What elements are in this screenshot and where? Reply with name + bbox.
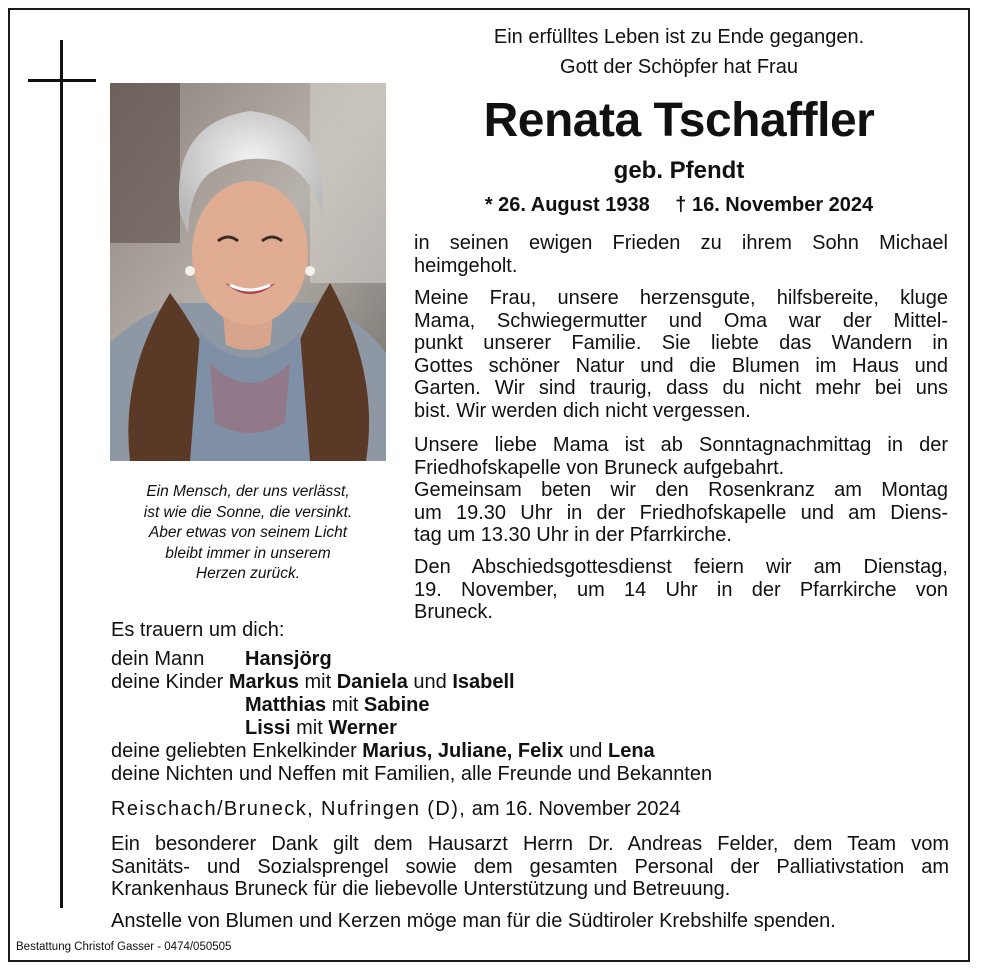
partner-name: Sabine <box>363 694 430 716</box>
date: am 16. November 2024 <box>471 798 681 820</box>
intro-line-2: Gott der Schöpfer hat Frau <box>560 56 798 78</box>
mourner-children <box>111 671 515 694</box>
partner-name: Isabell <box>452 671 515 693</box>
mourner-grandchildren <box>111 740 655 763</box>
cross-icon <box>60 40 63 908</box>
birth-name: geb. Pfendt <box>613 157 745 184</box>
undertaker-credit: Bestattung Christof Gasser - 0474/050505 <box>16 941 232 953</box>
quote-line: bleibt immer in unserem <box>165 544 331 562</box>
place-date <box>111 798 681 821</box>
connector-text: mit <box>304 671 332 693</box>
partner-name: Daniela <box>336 671 408 693</box>
text-line: um 19.30 Uhr in der Friedhofskapelle und am Diens- <box>414 501 948 524</box>
birth-date: * 26. August 1938 <box>484 194 650 216</box>
child-name: Lissi <box>245 717 291 739</box>
grandchild-name: Lena <box>607 740 655 762</box>
mourner-husband <box>111 648 204 671</box>
deceased-name: Renata Tschaffler <box>483 94 875 147</box>
portrait-photo <box>110 83 386 461</box>
connector-text: mit <box>296 717 323 739</box>
connector-text: und <box>413 671 447 693</box>
connector-text: mit <box>331 694 359 716</box>
paragraph-4 <box>414 556 948 624</box>
text-line: Gemeinsam beten wir den Rosenkranz am Montag <box>414 479 948 502</box>
text-line: Den Abschiedsgottesdienst feiern wir am Dienstag, <box>414 556 948 578</box>
quote-line: ist wie die Sonne, die versinkt. <box>143 503 353 521</box>
quote-line: Herzen zurück. <box>195 565 301 582</box>
text-line: Mama, Schwiegermutter und Oma war der Mittel- <box>414 309 948 332</box>
donation-note: Anstelle von Blumen und Kerzen möge man für die Südtiroler Krebshilfe spenden. <box>111 910 836 932</box>
husband-label: dein Mann <box>111 648 205 670</box>
mourner-child-3 <box>245 717 397 740</box>
text-line: Gottes schöner Natur und die Blumen im Haus und <box>414 354 948 377</box>
text-line: bist. Wir werden dich nicht vergessen. <box>414 399 751 422</box>
husband-name: Hansjörg <box>245 648 332 670</box>
death-date: † 16. November 2024 <box>675 194 874 216</box>
quote-line: Aber etwas von seinem Licht <box>148 524 348 541</box>
acknowledgement <box>111 833 949 901</box>
text-line: tag um 13.30 Uhr in der Pfarrkirche. <box>414 524 732 547</box>
children-label: deine Kinder <box>111 671 224 693</box>
text-line: Sanitäts- und Sozialsprengel sowie dem gesamten Personal der Palliativstation am <box>111 855 949 878</box>
paragraph-2 <box>414 287 948 423</box>
intro-line-1: Ein erfülltes Leben ist zu Ende gegangen. <box>493 26 865 48</box>
text-line: heimgeholt. <box>414 254 518 277</box>
memorial-quote <box>110 482 386 585</box>
husband-name-row <box>245 648 332 671</box>
cross-bar <box>28 79 96 82</box>
text-line: in seinen ewigen Frieden zu ihrem Sohn Michael <box>414 232 948 254</box>
paragraph-3 <box>414 434 948 547</box>
grandchildren-names: Marius, Juliane, Felix <box>362 740 564 762</box>
grandchildren-label: deine geliebten Enkelkinder <box>111 740 357 762</box>
text-line: Krankenhaus Bruneck für die liebevolle Unterstützung und Betreuung. <box>111 878 731 901</box>
paragraph-1 <box>414 232 948 277</box>
mourner-extended: deine Nichten und Neffen mit Familien, alle Freunde und Bekannten <box>111 763 713 785</box>
quote-line: Ein Mensch, der uns verlässt, <box>146 483 350 500</box>
text-line: Ein besonderer Dank gilt dem Hausarzt Herrn Dr. Andreas Felder, dem Team vom <box>111 833 949 855</box>
text-line: Friedhofskapelle von Bruneck aufgebahrt. <box>414 456 785 479</box>
mourners-heading: Es trauern um dich: <box>111 619 285 641</box>
text-line: 19. November, um 14 Uhr in der Pfarrkirche von <box>414 578 948 601</box>
text-line: Bruneck. <box>414 601 493 624</box>
life-dates <box>414 194 944 217</box>
text-line: Unsere liebe Mama ist ab Sonntagnachmittag in der <box>414 434 948 456</box>
child-name: Matthias <box>245 694 327 716</box>
text-line: Meine Frau, unsere herzensgute, hilfsbereite, kluge <box>414 287 948 309</box>
partner-name: Werner <box>328 717 397 739</box>
text-line: Garten. Wir sind traurig, dass du nicht mehr bei uns <box>414 377 948 400</box>
mourner-child-2 <box>245 694 430 717</box>
locations: Reischach/Bruneck, Nufringen (D), <box>111 798 467 820</box>
text-line: punkt unserer Familie. Sie liebte das Wandern in <box>414 332 948 355</box>
child-name: Markus <box>228 671 299 693</box>
connector-text: und <box>569 740 603 762</box>
